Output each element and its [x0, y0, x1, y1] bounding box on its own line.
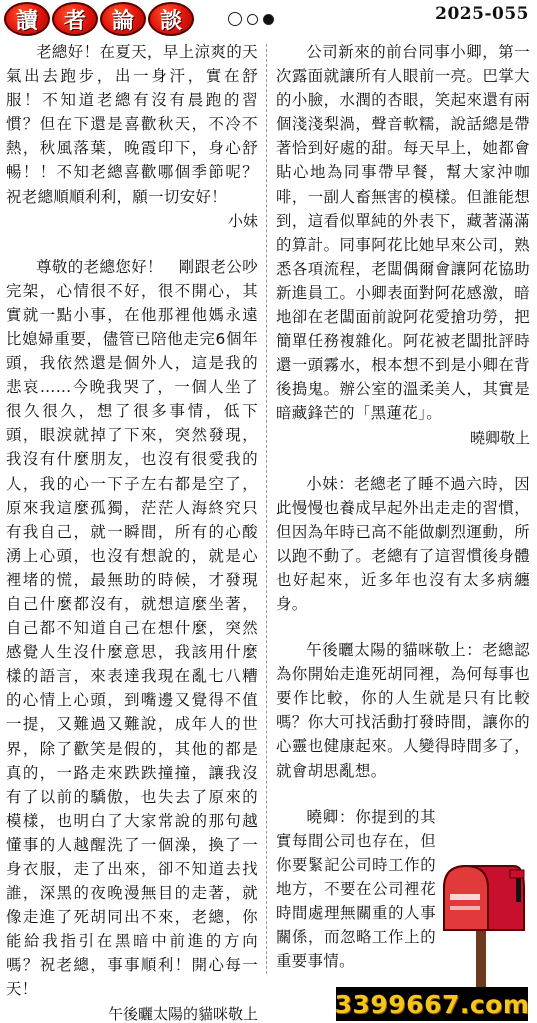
reply-body: 曉卿：你提到的其實每間公司也存在，但你要緊記公司時工作的地方，不要在公司裡花時間處理無關重的人事關係，而忽略工作上的重要事情。: [276, 807, 436, 971]
issue-number: 2025-055: [435, 4, 529, 24]
reader-letter-3: [276, 40, 530, 426]
editor-reply-1: [276, 472, 530, 617]
letter-body: 尊敬的老總您好！ 剛跟老公吵完架，心情很不好，很不開心，其實就一點小事，在他那裡他媽永遠比媳婦重要，儘管已陪他走完6個年頭，我依然還是個外人，這是我的悲哀……今晚我哭了，一個人坐了很久很久，想了很多事情，低下頭，眼淚就掉了下來，突然發現，我沒有什麼朋友，也沒有很愛我的人，我的心一下子左右都是空了，原來我這麼孤獨，茫茫人海終究只有我自己，就一瞬間，所有的心酸湧上心頭，也沒有想說的，就是心裡堵的慌，最無助的時候，才發現自己什麼都沒有，就想這麼坐著，自己都不知道自己在想什麼，突然感覺人生沒什麼意思，我該用什麼樣的語言，來表達我現在亂七八糟的心情上心頭，到嘴邊又覺得不值一提，又難過又難說，成年人的世界，除了歡笑是假的，其他的都是真的，一路走來跌跌撞撞，讓我沒有了以前的驕傲，也失去了原來的模樣，也明白了大家常說的那句越懂事的人越醒洗了一個澡，換了一身衣服，走了出來，卻不知道去找誰，深黑的夜晚漫無目的走著，就像走進了死胡同出不來，老總，你能給我指引在黑暗中前進的方向嗎？祝老總，事事順利！開心每一天！: [6, 257, 258, 999]
letter-signature: 小妹: [227, 211, 258, 230]
header: [0, 0, 537, 38]
letter-signature: 午後曬太陽的貓咪敬上: [107, 1004, 258, 1023]
left-column: [6, 40, 258, 1023]
circle-outline-icon: [228, 12, 242, 26]
title-char: 讀: [4, 2, 50, 36]
title-char: 談: [148, 2, 194, 36]
title-char: 論: [100, 2, 146, 36]
reply-body: 午後曬太陽的貓咪敬上：老總認為你開始走進死胡同裡，為何每事也要作比較，你的人生就是只有比較嗎？你大可找活動打發時間，讓你的心靈也健康起來。人變得時間多了，就會胡思亂想。: [276, 641, 530, 780]
mailbox-icon: [436, 858, 528, 988]
column-title: [4, 2, 194, 36]
column-divider: [266, 44, 267, 974]
letter-body: 老總好！在夏天，早上涼爽的天氣出去跑步，出一身汗，實在舒服！不知道老總有沒有晨跑的習慣？但在下還是喜歡秋天，不冷不熱，秋風落葉，晚霞印下，身心舒暢！！不知老總喜歡哪個季節呢？祝老總順順利利，願一切安好！: [6, 43, 258, 206]
circle-filled-icon: [263, 14, 274, 25]
reader-letter-2: [6, 255, 258, 1002]
letter-body: 公司新來的前台同事小卿，第一次露面就讓所有人眼前一亮。巴掌大的小臉，水潤的杏眼，笑起來還有兩個淺淺梨渦，聲音軟糯，說話總是帶著恰到好處的甜。每天早上，她都會貼心地為同事帶早餐，幫大家沖咖啡，一副人畜無害的模樣。但誰能想到，這看似單純的外表下，藏著滿滿的算計。同事阿花比她早來公司，熟悉各項流程，老闆偶爾會讓阿花協助新進員工。小卿表面對阿花感激，暗地卻在老闆面前說阿花愛搶功勞，把簡單任務複雜化。阿花被老闆批評時還一頭霧水，根本想不到是小卿在背後搗鬼。辦公室的溫柔美人，其實是暗藏鋒芒的「黑蓮花」。: [276, 43, 530, 423]
editor-reply-2: [276, 638, 530, 783]
site-url-banner: 3399667.com: [336, 987, 528, 1021]
letter-signature: 曉卿敬上: [469, 428, 530, 447]
decorative-dots: [228, 12, 274, 26]
right-column: [276, 40, 530, 973]
reader-letter-1: [6, 40, 258, 209]
title-char: 者: [52, 2, 98, 36]
circle-outline-icon: [247, 14, 258, 25]
reply-body: 小妹：老總老了睡不過六時，因此慢慢也養成早起外出走走的習慣，但因為年時已高不能做劇烈運動，所以跑不動了。老總有了這習慣後身體也好起來，近多年也沒有太多病纏身。: [276, 474, 530, 613]
editor-reply-3: [276, 805, 436, 974]
